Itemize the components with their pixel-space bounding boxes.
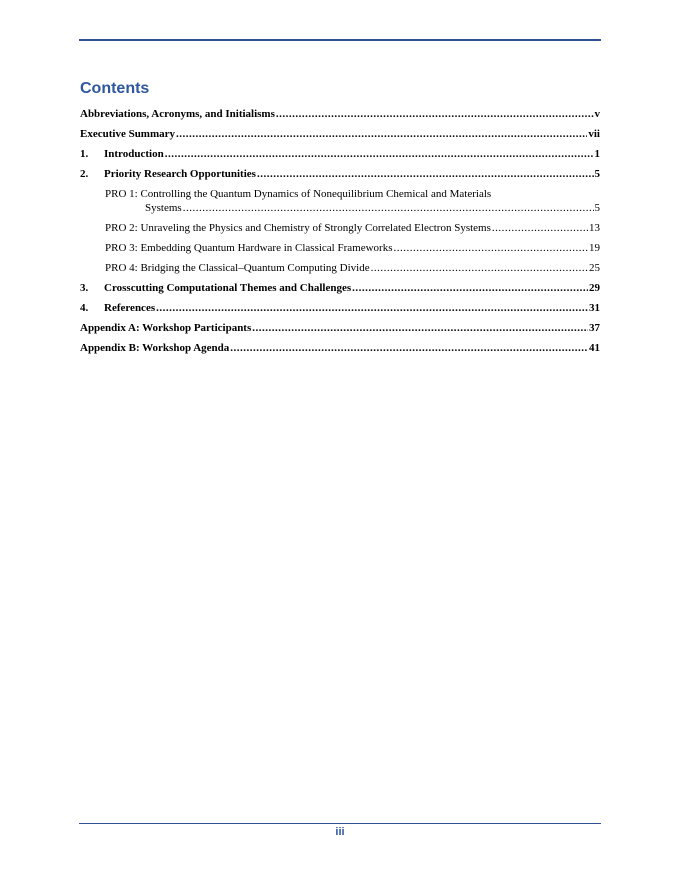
toc-entry-label: PRO 2: Unraveling the Physics and Chemistry of Strongly Correlated Electron Systems (105, 222, 491, 234)
toc-entry-pro-1[interactable] (80, 187, 600, 215)
toc-entry-page: 5 (594, 202, 600, 214)
toc-entry-number: 4. (80, 302, 89, 314)
toc-entry-number: 2. (80, 168, 89, 180)
dot-leader (230, 341, 588, 355)
dot-leader (156, 301, 588, 315)
dot-leader (176, 127, 587, 141)
toc-entry-page: 25 (589, 262, 600, 274)
toc-entry-pro-2[interactable] (80, 221, 600, 235)
toc-entry-label-continued: Systems (145, 202, 182, 214)
toc-entry-page: 1 (594, 148, 600, 160)
toc-entry-label: Priority Research Opportunities (104, 168, 256, 180)
toc-entry-page: 41 (589, 342, 600, 354)
dot-leader (371, 261, 588, 275)
toc-entry-label: PRO 4: Bridging the Classical–Quantum Computing Divide (105, 262, 370, 274)
toc-entry-number: 3. (80, 282, 89, 294)
toc-entry-page: vii (588, 128, 600, 140)
footer-rule (79, 823, 601, 824)
contents-heading: Contents (80, 80, 150, 97)
dot-leader (276, 107, 594, 121)
table-of-contents (80, 107, 600, 361)
toc-entry-abbreviations[interactable] (80, 107, 600, 121)
dot-leader (165, 147, 594, 161)
toc-entry-pro-4[interactable] (80, 261, 600, 275)
toc-entry-crosscutting[interactable] (80, 281, 600, 295)
toc-entry-number: 1. (80, 148, 89, 160)
toc-entry-label: Appendix B: Workshop Agenda (80, 342, 230, 354)
toc-entry-appendix-b[interactable] (80, 341, 600, 355)
dot-leader (393, 241, 588, 255)
toc-entry-priority-research[interactable] (80, 167, 600, 181)
toc-entry-label: Executive Summary (80, 128, 176, 140)
toc-entry-label: Crosscutting Computational Themes and Challenges (104, 282, 352, 294)
toc-entry-executive-summary[interactable] (80, 127, 600, 141)
toc-entry-page: 37 (589, 322, 600, 334)
toc-entry-pro-3[interactable] (80, 241, 600, 255)
toc-entry-label: PRO 1: Controlling the Quantum Dynamics of Nonequilibrium Chemical and Materials (105, 188, 492, 200)
toc-entry-label: PRO 3: Embedding Quantum Hardware in Classical Frameworks (105, 242, 393, 254)
toc-entry-page: 31 (589, 302, 600, 314)
dot-leader (492, 221, 588, 235)
toc-entry-appendix-a[interactable] (80, 321, 600, 335)
toc-entry-page: 5 (594, 168, 600, 180)
dot-leader (252, 321, 588, 335)
toc-entry-references[interactable] (80, 301, 600, 315)
toc-entry-page: 13 (589, 222, 600, 234)
dot-leader (257, 167, 594, 181)
toc-entry-label: References (104, 302, 156, 314)
page-number: iii (335, 826, 345, 838)
toc-entry-label: Introduction (104, 148, 164, 160)
toc-entry-page: v (594, 108, 600, 120)
header-rule (79, 39, 601, 41)
toc-entry-introduction[interactable] (80, 147, 600, 161)
dot-leader (352, 281, 588, 295)
toc-entry-page: 29 (589, 282, 600, 294)
toc-entry-page: 19 (589, 242, 600, 254)
toc-entry-label: Appendix A: Workshop Participants (80, 322, 252, 334)
toc-entry-label: Abbreviations, Acronyms, and Initialisms (80, 108, 275, 120)
dot-leader (183, 201, 594, 215)
